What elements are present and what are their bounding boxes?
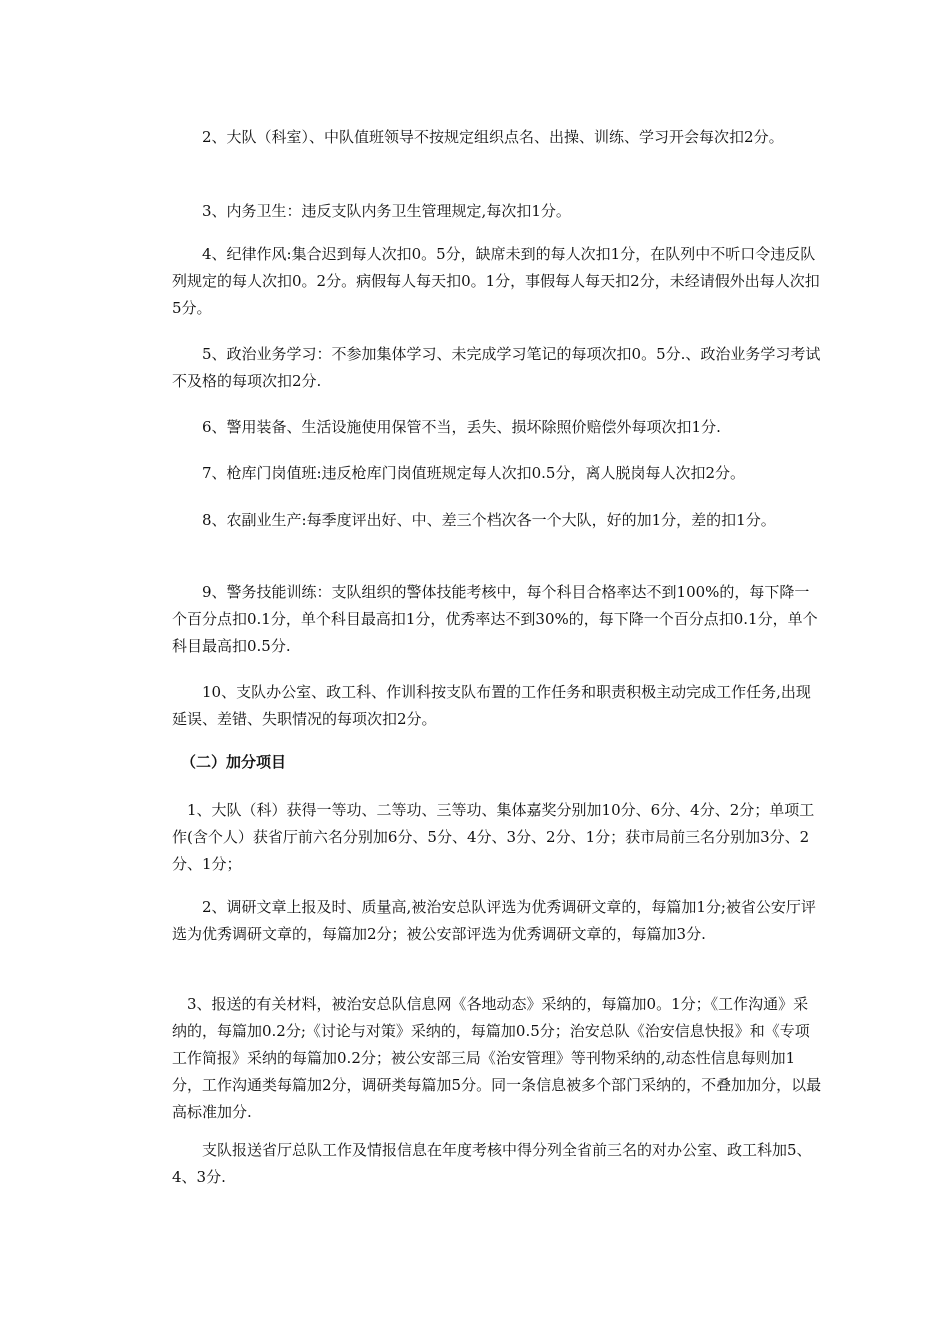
paragraph-9: 9、警务技能训练：支队组织的警体技能考核中，每个科目合格率达不到100%的，每下降一个百分点扣0.1分，单个科目最高扣1分，优秀率达不到30%的，每下降一个百分点扣0.1分，单个科目最高扣0.5分. — [172, 583, 818, 655]
bonus-paragraph-3: 3、报送的有关材料，被治安总队信息网《各地动态》采纳的，每篇加0。1分；《工作沟通》采纳的，每篇加0.2分;《讨论与对策》采纳的，每篇加0.5分；治安总队《治安信息快报》和《专项工作简报》采纳的每篇加0.2分；被公安部三局《治安管理》等刊物采纳的,动态性信息每则加1分，工作沟通类每篇加2分，调研类每篇加5分。同一条信息被多个部门采纳的，不叠加加分，以最高标准加分. — [172, 995, 822, 1121]
paragraph-7: 7、枪库门岗值班:违反枪库门岗值班规定每人次扣0.5分，离人脱岗每人次扣2分。 — [172, 464, 745, 482]
bonus-paragraph-2: 2、调研文章上报及时、质量高,被治安总队评选为优秀调研文章的，每篇加1分;被省公安厅评选为优秀调研文章的，每篇加2分；被公安部评选为优秀调研文章的，每篇加3分. — [172, 898, 816, 943]
bonus-paragraph-4: 支队报送省厅总队工作及情报信息在年度考核中得分列全省前三名的对办公室、政工科加5、4、3分. — [172, 1141, 812, 1186]
paragraph-10: 10、支队办公室、政工科、作训科按支队布置的工作任务和职责积极主动完成工作任务,出现延误、差错、失职情况的每项次扣2分。 — [172, 683, 811, 728]
paragraph-4: 4、纪律作风:集合迟到每人次扣0。5分，缺席未到的每人次扣1分，在队列中不听口令违反队列规定的每人次扣0。2分。病假每人每天扣0。1分，事假每人每天扣2分，未经请假外出每人次扣5分。 — [172, 245, 820, 317]
bonus-paragraph-1: 1、大队（科）获得一等功、二等功、三等功、集体嘉奖分别加10分、6分、4分、2分；单项工作(含个人）获省厅前六名分别加6分、5分、4分、3分、2分、1分；获市局前三名分别加3分、2分、1分； — [172, 801, 815, 873]
paragraph-8: 8、农副业生产:每季度评出好、中、差三个档次各一个大队，好的加1分，差的扣1分。 — [172, 511, 776, 529]
paragraph-6: 6、警用装备、生活设施使用保管不当，丢失、损坏除照价赔偿外每项次扣1分. — [172, 418, 721, 436]
paragraph-5: 5、政治业务学习：不参加集体学习、未完成学习笔记的每项次扣0。5分.、政治业务学习考试不及格的每项次扣2分. — [172, 345, 821, 390]
paragraph-3: 3、内务卫生：违反支队内务卫生管理规定,每次扣1分。 — [172, 202, 571, 220]
section-heading: （二）加分项目 — [181, 753, 287, 771]
paragraph-2: 2、大队（科室）、中队值班领导不按规定组织点名、出操、训练、学习开会每次扣2分。 — [172, 128, 784, 146]
